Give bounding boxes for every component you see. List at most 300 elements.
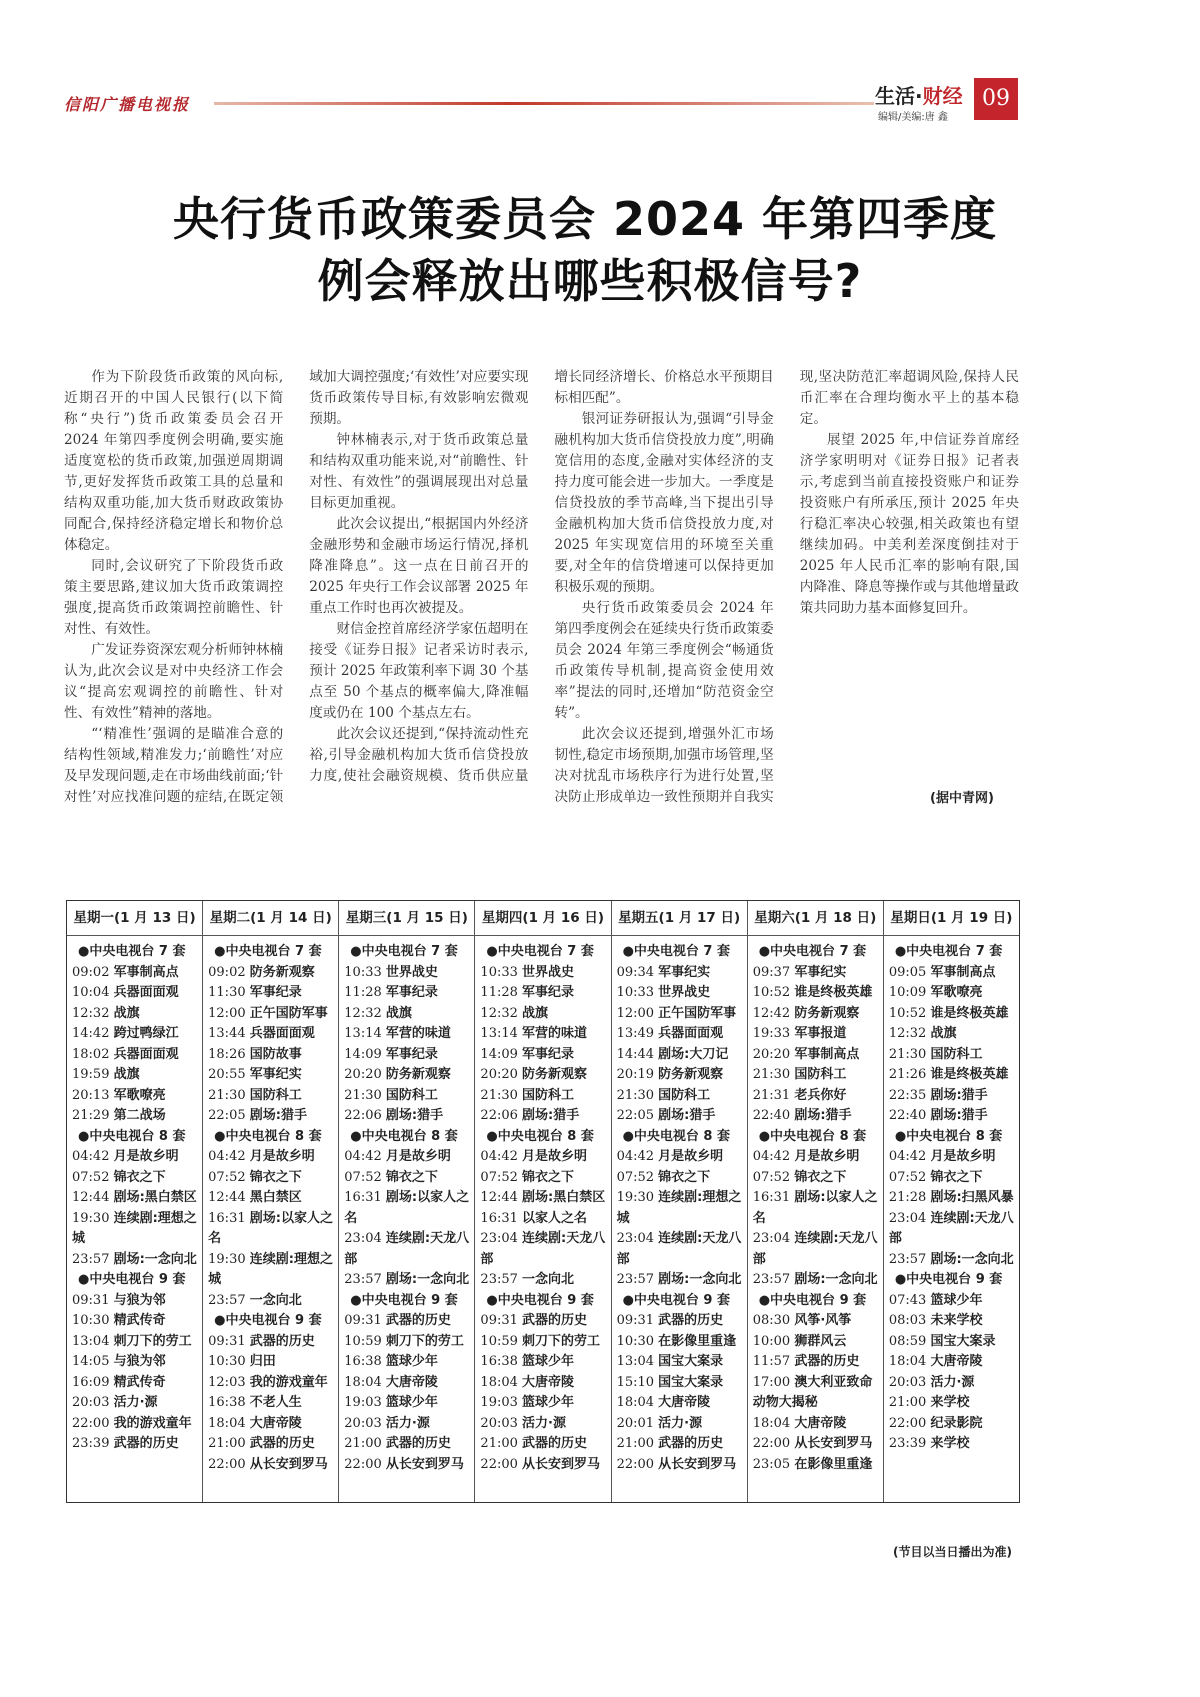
program-row: [72, 1414, 198, 1435]
day-column: [339, 901, 475, 1502]
channel-heading: ●中央电视台 8 套: [758, 1128, 867, 1144]
program-time: 04:42: [480, 1149, 518, 1164]
program-row: [753, 1434, 879, 1455]
program-row: [344, 1414, 470, 1435]
editor-credit: 编辑/美编:唐 鑫: [878, 112, 948, 123]
program-row: [480, 1147, 606, 1168]
program-time: 07:52: [72, 1169, 110, 1185]
program-title: 来学校: [930, 1395, 970, 1410]
day-programs: [475, 936, 610, 1475]
program-time: 10:52: [752, 985, 791, 1000]
program-row: [72, 1065, 198, 1086]
program-row: [344, 1393, 470, 1414]
program-title: 剧场:以家人之名: [344, 1190, 470, 1226]
program-row: [344, 1147, 470, 1168]
article-paragraph: 此次会议还提到,增强外汇市场韧性,稳定市场预期,加强市场管理,坚决对扰乱市场秩序行为进行处置,坚决防止形成单边一致性预期并自我实现,坚决防范汇率超调风险,保持人民币汇率在合理均衡水平上的基本稳定。: [554, 369, 1019, 805]
program-time: 19:03: [344, 1395, 382, 1410]
program-row: [889, 1106, 1015, 1127]
program-time: 13:04: [72, 1333, 110, 1349]
program-title: 大唐帝陵: [930, 1354, 983, 1369]
program-title: 剧场:猎手: [794, 1108, 852, 1123]
program-time: 13:49: [616, 1026, 655, 1041]
program-title: 剧场:一念向北: [930, 1251, 1014, 1267]
program-time: 07:52: [344, 1169, 382, 1185]
article-paragraph: 此次会议还提到,“保持流动性充裕,引导金融机构加大货币信贷投放力度,使社会融资规模、货币供应量增长同经济增长、价格总水平预期目标相匹配”。: [309, 369, 774, 784]
program-row: [208, 1004, 334, 1025]
program-row: [617, 1004, 743, 1025]
program-row: [208, 1209, 334, 1250]
program-title: 篮球少年: [522, 1395, 575, 1410]
program-row: [480, 1188, 606, 1209]
program-row: [208, 1393, 334, 1414]
program-time: 16:09: [72, 1374, 110, 1390]
program-title: 从长安到罗马: [249, 1456, 328, 1472]
program-title: 军事纪录: [522, 1046, 575, 1062]
program-time: 22:00: [616, 1456, 655, 1472]
program-time: 18:26: [208, 1046, 246, 1062]
program-row: [480, 1045, 606, 1066]
program-title: 剧场:黑白禁区: [522, 1190, 606, 1205]
program-title: 武器的历史: [385, 1313, 451, 1328]
program-row: [344, 963, 470, 984]
program-time: 04:42: [752, 1149, 791, 1164]
program-row: [208, 1250, 334, 1291]
program-title: 月是故乡明: [113, 1149, 179, 1164]
program-row: [480, 1004, 606, 1025]
day-header: 星期五(1 月 17 日): [612, 901, 747, 936]
program-row: [344, 1106, 470, 1127]
program-time: 12:44: [72, 1190, 110, 1205]
program-row: [753, 1352, 879, 1373]
program-title: 剧场:以家人之名: [208, 1210, 333, 1246]
program-row: [889, 1393, 1015, 1414]
channel-heading: ●中央电视台 7 套: [894, 944, 1003, 959]
program-title: 月是故乡明: [930, 1149, 996, 1164]
program-row: [480, 1373, 606, 1394]
program-row: [889, 1004, 1015, 1025]
day-programs: [748, 936, 883, 1475]
article-body: [64, 367, 1019, 827]
program-row: [617, 1188, 743, 1229]
program-title: 篮球少年: [385, 1395, 438, 1410]
channel-heading: ●中央电视台 9 套: [894, 1272, 1003, 1287]
program-title: 战旗: [385, 1005, 412, 1021]
article-paragraph: “‘精准性’强调的是瞄准合意的结构性领域,精准发力;‘前瞻性’对应及早发现问题,走在市场曲线前面;‘针对性’对应找准问题的症结,在既定领域加大调控强度;‘有效性’对应要实现货币政策传导目标,有效影响宏微观预期。: [64, 369, 529, 805]
channel-heading: ●中央电视台 7 套: [350, 944, 458, 959]
channel-heading: ●中央电视台 7 套: [486, 944, 594, 959]
program-row: [208, 1086, 334, 1107]
program-title: 防务新观察: [522, 1067, 588, 1082]
program-title: 刺刀下的劳工: [113, 1333, 192, 1349]
program-row: [72, 1373, 198, 1394]
program-time: 10:30: [72, 1313, 110, 1328]
program-row: [889, 1147, 1015, 1168]
program-time: 22:00: [480, 1456, 518, 1472]
program-title: 军歌嘹亮: [930, 985, 983, 1000]
program-time: 23:57: [72, 1251, 110, 1267]
channel-heading: ●中央电视台 7 套: [622, 944, 731, 959]
program-title: 从长安到罗马: [522, 1456, 601, 1472]
program-time: 21:00: [480, 1436, 518, 1451]
program-row: [208, 1188, 334, 1209]
channel-heading: ●中央电视台 7 套: [758, 944, 867, 959]
program-row: [72, 1024, 198, 1045]
program-row: [72, 1045, 198, 1066]
program-row: [480, 983, 606, 1004]
program-row: [889, 1373, 1015, 1394]
program-row: [753, 1332, 879, 1353]
program-time: 14:42: [72, 1026, 110, 1041]
program-time: 12:00: [616, 1005, 655, 1021]
program-row: [208, 1291, 334, 1312]
program-row: [889, 1188, 1015, 1209]
program-time: 10:59: [344, 1333, 382, 1349]
program-title: 与狼为邻: [113, 1354, 166, 1369]
program-time: 21:00: [344, 1436, 382, 1451]
program-row: [480, 1024, 606, 1045]
program-title: 从长安到罗马: [385, 1456, 464, 1472]
program-row: [889, 1291, 1015, 1312]
article-paragraph: 广发证券资深宏观分析师钟林楠认为,此次会议是对中央经济工作会议“提高宏观调控的前瞻性、针对性、有效性”精神的落地。: [64, 642, 284, 721]
program-time: 10:33: [344, 964, 382, 980]
program-row: [72, 1332, 198, 1353]
day-column: [612, 901, 748, 1502]
program-title: 战旗: [522, 1005, 549, 1021]
article-paragraph: 同时,会议研究了下阶段货币政策主要思路,建议加大货币政策调控强度,提高货币政策调控前瞻性、针对性、有效性。: [64, 558, 284, 637]
article-paragraph: 此次会议提出,“根据国内外经济金融形势和金融市场运行情况,择机降准降息”。这一点在日前召开的 2025 年央行工作会议部署 2025 年重点工作时也再次被提及。: [309, 516, 529, 616]
program-row: [753, 1455, 879, 1476]
program-row: [344, 1311, 470, 1332]
program-row: [208, 1045, 334, 1066]
program-time: 12:00: [208, 1005, 246, 1021]
program-title: 国防科工: [794, 1067, 847, 1082]
program-title: 军事纪录: [385, 985, 438, 1000]
program-time: 19:30: [208, 1251, 246, 1267]
program-row: [480, 963, 606, 984]
program-time: 22:00: [752, 1436, 791, 1451]
program-title: 老兵你好: [794, 1087, 847, 1103]
program-title: 国防科工: [385, 1087, 438, 1103]
program-time: 10:09: [888, 985, 927, 1000]
program-time: 21:28: [888, 1190, 927, 1205]
program-row: [753, 1086, 879, 1107]
program-row: [753, 963, 879, 984]
program-time: 07:52: [208, 1169, 246, 1185]
section-accent: 财经: [922, 84, 963, 108]
article-paragraph: 央行货币政策委员会 2024 年第四季度例会在延续央行货币政策委员会 2024 年第三季度例会“畅通货币政策传导机制,提高资金使用效率”提法的同时,还增加“防范资金空转”。: [554, 600, 774, 721]
program-time: 10:04: [72, 985, 110, 1000]
program-time: 23:57: [888, 1251, 927, 1267]
program-time: 23:57: [344, 1272, 382, 1287]
program-title: 防务新观察: [794, 1005, 860, 1021]
program-time: 23:05: [752, 1456, 791, 1472]
program-row: [480, 1414, 606, 1435]
program-row: [72, 1393, 198, 1414]
day-programs: [203, 936, 338, 1475]
program-row: [753, 1004, 879, 1025]
program-time: 23:57: [208, 1292, 246, 1308]
program-title: 剧场:大刀记: [658, 1046, 729, 1062]
program-time: 19:33: [752, 1026, 791, 1041]
program-title: 锦衣之下: [658, 1169, 711, 1185]
program-row: [753, 1065, 879, 1086]
program-time: 10:30: [616, 1333, 655, 1349]
day-header: 星期六(1 月 18 日): [748, 901, 883, 936]
program-time: 18:04: [888, 1354, 927, 1369]
channel-heading: ●中央电视台 9 套: [350, 1292, 458, 1308]
program-row: [753, 1024, 879, 1045]
program-row: [72, 1086, 198, 1107]
program-title: 国防科工: [522, 1087, 575, 1103]
program-row: [344, 1004, 470, 1025]
program-row: [480, 1455, 606, 1476]
program-title: 从长安到罗马: [658, 1456, 737, 1472]
program-time: 11:28: [480, 985, 518, 1000]
program-row: [72, 1250, 198, 1271]
program-time: 07:52: [616, 1169, 655, 1185]
program-time: 22:00: [888, 1415, 927, 1431]
program-title: 武器的历史: [113, 1436, 179, 1451]
program-time: 12:44: [208, 1190, 246, 1205]
channel-heading: ●中央电视台 7 套: [78, 944, 186, 959]
program-title: 军事制高点: [794, 1046, 860, 1062]
program-title: 剧场:猎手: [930, 1108, 988, 1123]
program-row: [617, 1373, 743, 1394]
program-time: 15:10: [616, 1374, 655, 1390]
program-row: [480, 1393, 606, 1414]
program-row: [72, 1311, 198, 1332]
program-time: 23:57: [480, 1272, 518, 1287]
program-title: 军事制高点: [113, 964, 179, 980]
program-row: [344, 1270, 470, 1291]
program-title: 大唐帝陵: [249, 1415, 302, 1431]
program-row: [208, 1024, 334, 1045]
day-column: [475, 901, 611, 1502]
program-time: 09:34: [616, 964, 655, 980]
program-row: [889, 983, 1015, 1004]
program-title: 连续剧:理想之城: [616, 1190, 742, 1226]
program-title: 连续剧:天龙八部: [752, 1231, 878, 1267]
program-time: 07:52: [480, 1169, 518, 1185]
program-row: [753, 1147, 879, 1168]
program-row: [617, 1106, 743, 1127]
program-row: [72, 1106, 198, 1127]
program-row: [753, 1414, 879, 1435]
program-title: 大唐帝陵: [522, 1374, 575, 1390]
program-title: 武器的历史: [385, 1436, 451, 1451]
program-title: 军营的味道: [522, 1026, 588, 1041]
program-time: 22:40: [752, 1108, 791, 1123]
program-title: 谁是终极英雄: [930, 1005, 1009, 1021]
day-column: [203, 901, 339, 1502]
program-title: 军事纪录: [385, 1046, 438, 1062]
program-time: 23:04: [752, 1231, 791, 1246]
program-time: 10:00: [752, 1333, 791, 1349]
program-row: [208, 1332, 334, 1353]
program-title: 锦衣之下: [930, 1169, 983, 1185]
program-time: 13:14: [344, 1026, 382, 1041]
program-time: 13:44: [208, 1026, 246, 1041]
program-row: [344, 1352, 470, 1373]
program-row: [617, 1332, 743, 1353]
program-title: 国宝大案录: [658, 1354, 724, 1369]
program-title: 狮群风云: [794, 1333, 847, 1349]
program-title: 不老人生: [249, 1395, 302, 1410]
program-time: 21:30: [888, 1046, 927, 1062]
program-row: [344, 1332, 470, 1353]
program-title: 大唐帝陵: [658, 1395, 711, 1410]
program-title: 剧场:一念向北: [385, 1272, 470, 1287]
program-title: 连续剧:天龙八部: [344, 1231, 470, 1267]
program-time: 12:32: [480, 1005, 518, 1021]
program-time: 20:20: [752, 1046, 791, 1062]
program-title: 锦衣之下: [794, 1169, 847, 1185]
program-title: 剧场:猎手: [385, 1108, 444, 1123]
program-time: 11:30: [208, 985, 246, 1000]
program-time: 18:04: [480, 1374, 518, 1390]
program-time: 21:30: [480, 1087, 518, 1103]
program-title: 剧场:猎手: [522, 1108, 580, 1123]
program-time: 22:00: [72, 1415, 110, 1431]
program-title: 以家人之名: [522, 1210, 588, 1226]
program-time: 04:42: [888, 1149, 927, 1164]
program-title: 未来学校: [930, 1313, 983, 1328]
program-title: 剧场:扫黑风暴: [930, 1190, 1014, 1205]
program-title: 防务新观察: [658, 1067, 724, 1082]
program-time: 12:44: [480, 1190, 518, 1205]
program-time: 09:31: [616, 1313, 655, 1328]
channel-heading: ●中央电视台 8 套: [622, 1128, 731, 1144]
program-row: [617, 1065, 743, 1086]
program-time: 10:33: [480, 964, 518, 980]
program-row: [753, 1168, 879, 1189]
program-time: 23:39: [888, 1436, 927, 1451]
program-title: 军事纪实: [249, 1067, 302, 1082]
program-row: [72, 1352, 198, 1373]
day-column: [884, 901, 1019, 1502]
program-row: [617, 983, 743, 1004]
channel-heading: ●中央电视台 8 套: [350, 1128, 458, 1144]
day-programs: [339, 936, 474, 1475]
day-header: 星期一(1 月 13 日): [67, 901, 202, 936]
channel-heading: ●中央电视台 9 套: [758, 1292, 867, 1308]
program-title: 兵器面面观: [113, 1046, 179, 1062]
program-time: 14:09: [344, 1046, 382, 1062]
channel-heading: ●中央电视台 8 套: [894, 1128, 1003, 1144]
program-time: 23:04: [616, 1231, 655, 1246]
day-column: [67, 901, 203, 1502]
program-title: 活力·源: [930, 1374, 975, 1390]
program-title: 国防科工: [249, 1087, 302, 1103]
program-title: 军事纪录: [249, 985, 302, 1000]
program-time: 21:31: [752, 1087, 791, 1103]
program-title: 一念向北: [522, 1272, 575, 1287]
program-row: [617, 1352, 743, 1373]
program-time: 16:38: [208, 1395, 246, 1410]
program-time: 21:30: [752, 1067, 791, 1082]
program-time: 04:42: [208, 1149, 246, 1164]
program-time: 08:59: [888, 1333, 927, 1349]
day-programs: [612, 936, 747, 1475]
program-row: [753, 1045, 879, 1066]
program-time: 18:04: [752, 1415, 791, 1431]
program-title: 剧场:一念向北: [658, 1272, 742, 1287]
masthead-rule: [214, 102, 874, 105]
program-time: 21:30: [208, 1087, 246, 1103]
program-title: 连续剧:理想之城: [72, 1210, 197, 1246]
program-row: [344, 1065, 470, 1086]
program-time: 09:31: [344, 1313, 382, 1328]
program-title: 世界战史: [522, 964, 575, 980]
program-time: 04:42: [616, 1149, 655, 1164]
program-row: [72, 1291, 198, 1312]
article-paragraph: 财信金控首席经济学家伍超明在接受《证券日报》记者采访时表示,预计 2025 年政策利率下调 30 个基点至 50 个基点的概率偏大,降准幅度或仍在 100 个基点左右。: [309, 621, 529, 721]
program-row: [480, 1065, 606, 1086]
program-title: 连续剧:理想之城: [208, 1251, 333, 1287]
program-time: 20:03: [888, 1374, 927, 1390]
program-title: 国防科工: [658, 1087, 711, 1103]
program-row: [480, 1434, 606, 1455]
program-time: 17:00: [752, 1374, 791, 1390]
program-time: 16:31: [208, 1210, 246, 1226]
program-time: 22:05: [616, 1108, 655, 1123]
program-time: 20:03: [480, 1415, 518, 1431]
channel-heading: ●中央电视台 9 套: [78, 1272, 186, 1287]
program-title: 月是故乡明: [249, 1149, 315, 1164]
program-title: 锦衣之下: [113, 1169, 166, 1185]
program-row: [753, 1270, 879, 1291]
program-row: [889, 1352, 1015, 1373]
program-row: [72, 963, 198, 984]
program-time: 14:05: [72, 1354, 110, 1369]
program-row: [617, 1168, 743, 1189]
program-title: 防务新观察: [249, 964, 315, 980]
program-title: 我的游戏童年: [113, 1415, 192, 1431]
program-title: 武器的历史: [658, 1313, 724, 1328]
program-title: 活力·源: [658, 1415, 703, 1431]
program-row: [889, 1209, 1015, 1250]
program-title: 在影像里重逢: [794, 1456, 873, 1472]
program-time: 21:29: [72, 1108, 110, 1123]
program-time: 22:35: [888, 1087, 927, 1103]
program-title: 军事报道: [794, 1026, 847, 1041]
program-row: [344, 1373, 470, 1394]
program-row: [753, 983, 879, 1004]
program-time: 23:04: [480, 1231, 518, 1246]
program-time: 13:14: [480, 1026, 518, 1041]
program-row: [208, 1455, 334, 1476]
program-time: 18:04: [344, 1374, 382, 1390]
day-column: [748, 901, 884, 1502]
channel-heading: ●中央电视台 8 套: [214, 1128, 322, 1144]
program-time: 11:28: [344, 985, 382, 1000]
program-row: [344, 1455, 470, 1476]
program-title: 连续剧:天龙八部: [616, 1231, 742, 1267]
program-time: 23:04: [344, 1231, 382, 1246]
program-row: [480, 1106, 606, 1127]
program-time: 09:31: [480, 1313, 518, 1328]
day-header: 星期四(1 月 16 日): [475, 901, 610, 936]
program-title: 活力·源: [385, 1415, 430, 1431]
program-title: 剧场:一念向北: [113, 1251, 197, 1267]
program-time: 19:03: [480, 1395, 518, 1410]
program-title: 剧场:猎手: [930, 1087, 988, 1103]
program-time: 16:38: [480, 1354, 518, 1369]
program-title: 兵器面面观: [113, 985, 179, 1000]
program-time: 12:42: [752, 1005, 791, 1021]
program-time: 07:52: [888, 1169, 927, 1185]
program-time: 16:38: [344, 1354, 382, 1369]
